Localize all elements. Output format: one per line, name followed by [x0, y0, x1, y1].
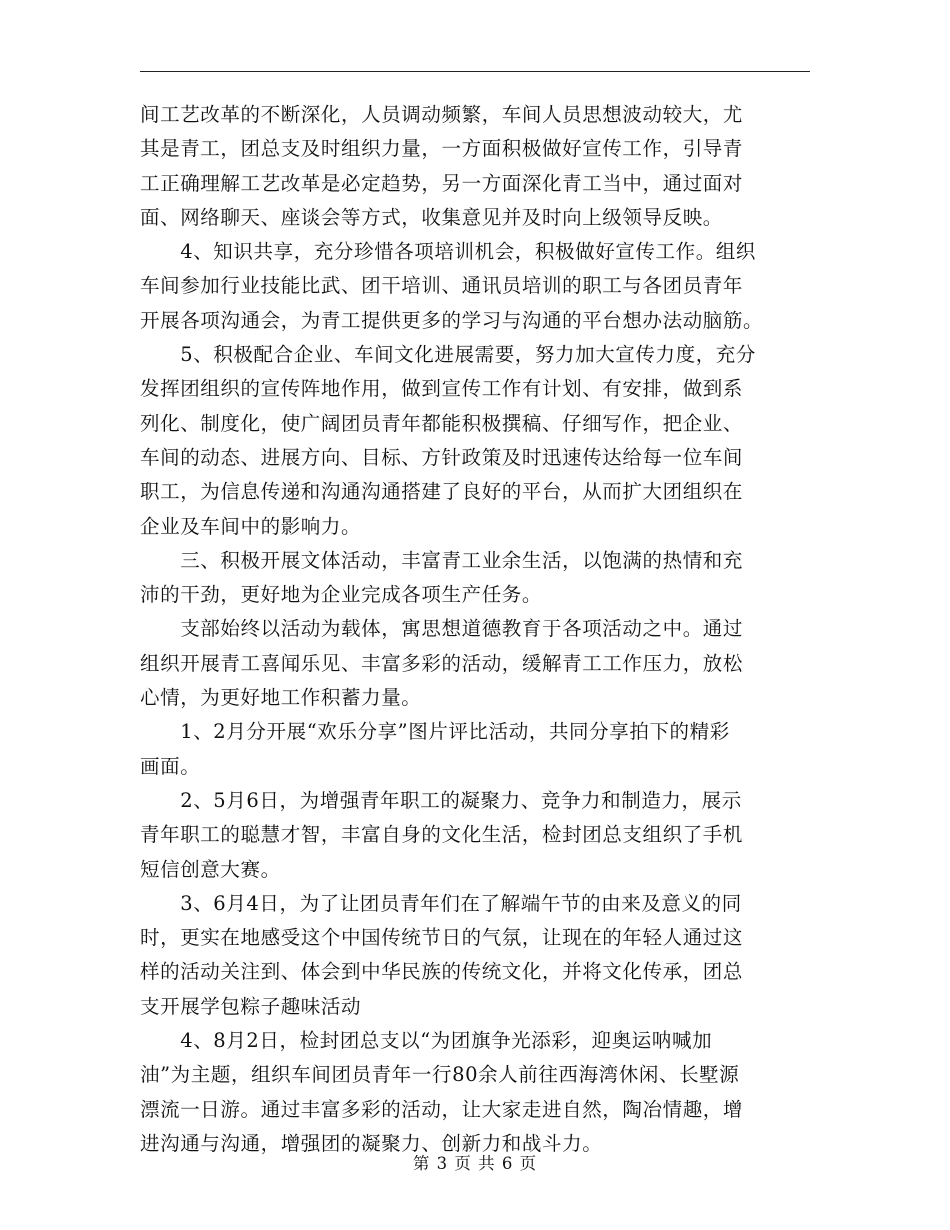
- text-line: 画面。: [140, 754, 201, 778]
- text-line: 车间参加行业技能比武、团干培训、通讯员培训的职工与各团员青年: [140, 274, 744, 298]
- text-line: 1、2月分开展“欢乐分享”图片评比活动，共同分享拍下的精彩: [140, 720, 730, 744]
- header-rule: [140, 71, 810, 72]
- text-line: 企业及车间中的影响力。: [140, 514, 362, 538]
- text-line: 工正确理解工艺改革是必定趋势，另一方面深化青工当中，通过面对: [140, 171, 744, 195]
- text-line: 青年职工的聪慧才智，丰富自身的文化生活，检封团总支组织了手机: [140, 823, 744, 847]
- text-line: 间工艺改革的不断深化，人员调动频繁，车间人员思想波动较大，尤: [140, 103, 744, 126]
- text-line: 职工，为信息传递和沟通沟通搭建了良好的平台，从而扩大团组织在: [140, 480, 744, 504]
- text-line: 3、6月4日，为了让团员青年们在了解端午节的由来及意义的同: [140, 891, 742, 915]
- text-line: 沛的干劲，更好地为企业完成各项生产任务。: [140, 583, 543, 607]
- text-line: 样的活动关注到、体会到中华民族的传统文化，并将文化传承，团总: [140, 960, 744, 984]
- text-line: 面、网络聊天、座谈会等方式，收集意见并及时向上级领导反映。: [140, 205, 723, 229]
- text-line: 4、知识共享，充分珍惜各项培训机会，积极做好宣传工作。组织: [140, 240, 757, 264]
- text-line: 开展各项沟通会，为青工提供更多的学习与沟通的平台想办法动脑筋。: [140, 308, 764, 332]
- text-line: 三、积极开展文体活动，丰富青工业余生活，以饱满的热情和充: [140, 548, 744, 572]
- text-line: 车间的动态、进展方向、目标、方针政策及时迅速传达给每一位车间: [140, 445, 744, 469]
- page-number-footer: 第 3 页 共 6 页: [412, 1154, 538, 1173]
- text-line: 支部始终以活动为载体，寓思想道德教育于各项活动之中。通过: [140, 617, 744, 641]
- body-text: [140, 98, 820, 1161]
- text-line: 进沟通与沟通，增强团的凝聚力、创新力和战斗力。: [140, 1131, 603, 1155]
- text-line: 心情，为更好地工作积蓄力量。: [140, 686, 422, 710]
- text-line: 支开展学包粽子趣味活动: [140, 994, 362, 1018]
- text-line: 油”为主题，组织车间团员青年一行80余人前往西海湾休闲、长墅源: [140, 1063, 740, 1087]
- text-line: 时，更实在地感受这个中国传统节日的气氛，让现在的年轻人通过这: [140, 926, 744, 950]
- text-line: 2、5月6日，为增强青年职工的凝聚力、竞争力和制造力，展示: [140, 788, 742, 812]
- text-line: 5、积极配合企业、车间文化进展需要，努力加大宣传力度，充分: [140, 343, 757, 367]
- text-line: 组织开展青工喜闻乐见、丰富多彩的活动，缓解青工工作压力，放松: [140, 651, 744, 675]
- text-line: 短信创意大赛。: [140, 857, 281, 881]
- text-line: 发挥团组织的宣传阵地作用，做到宣传工作有计划、有安排，做到系: [140, 377, 744, 401]
- text-line: 漂流一日游。通过丰富多彩的活动，让大家走进自然，陶冶情趣，增: [140, 1097, 744, 1121]
- text-line: 列化、制度化，使广阔团员青年都能积极撰稿、仔细写作，把企业、: [140, 411, 744, 435]
- text-line: 4、8月2日，检封团总支以“为团旗争光添彩，迎奥运呐喊加: [140, 1029, 713, 1053]
- text-line: 其是青工，团总支及时组织力量，一方面积极做好宣传工作，引导青: [140, 137, 744, 161]
